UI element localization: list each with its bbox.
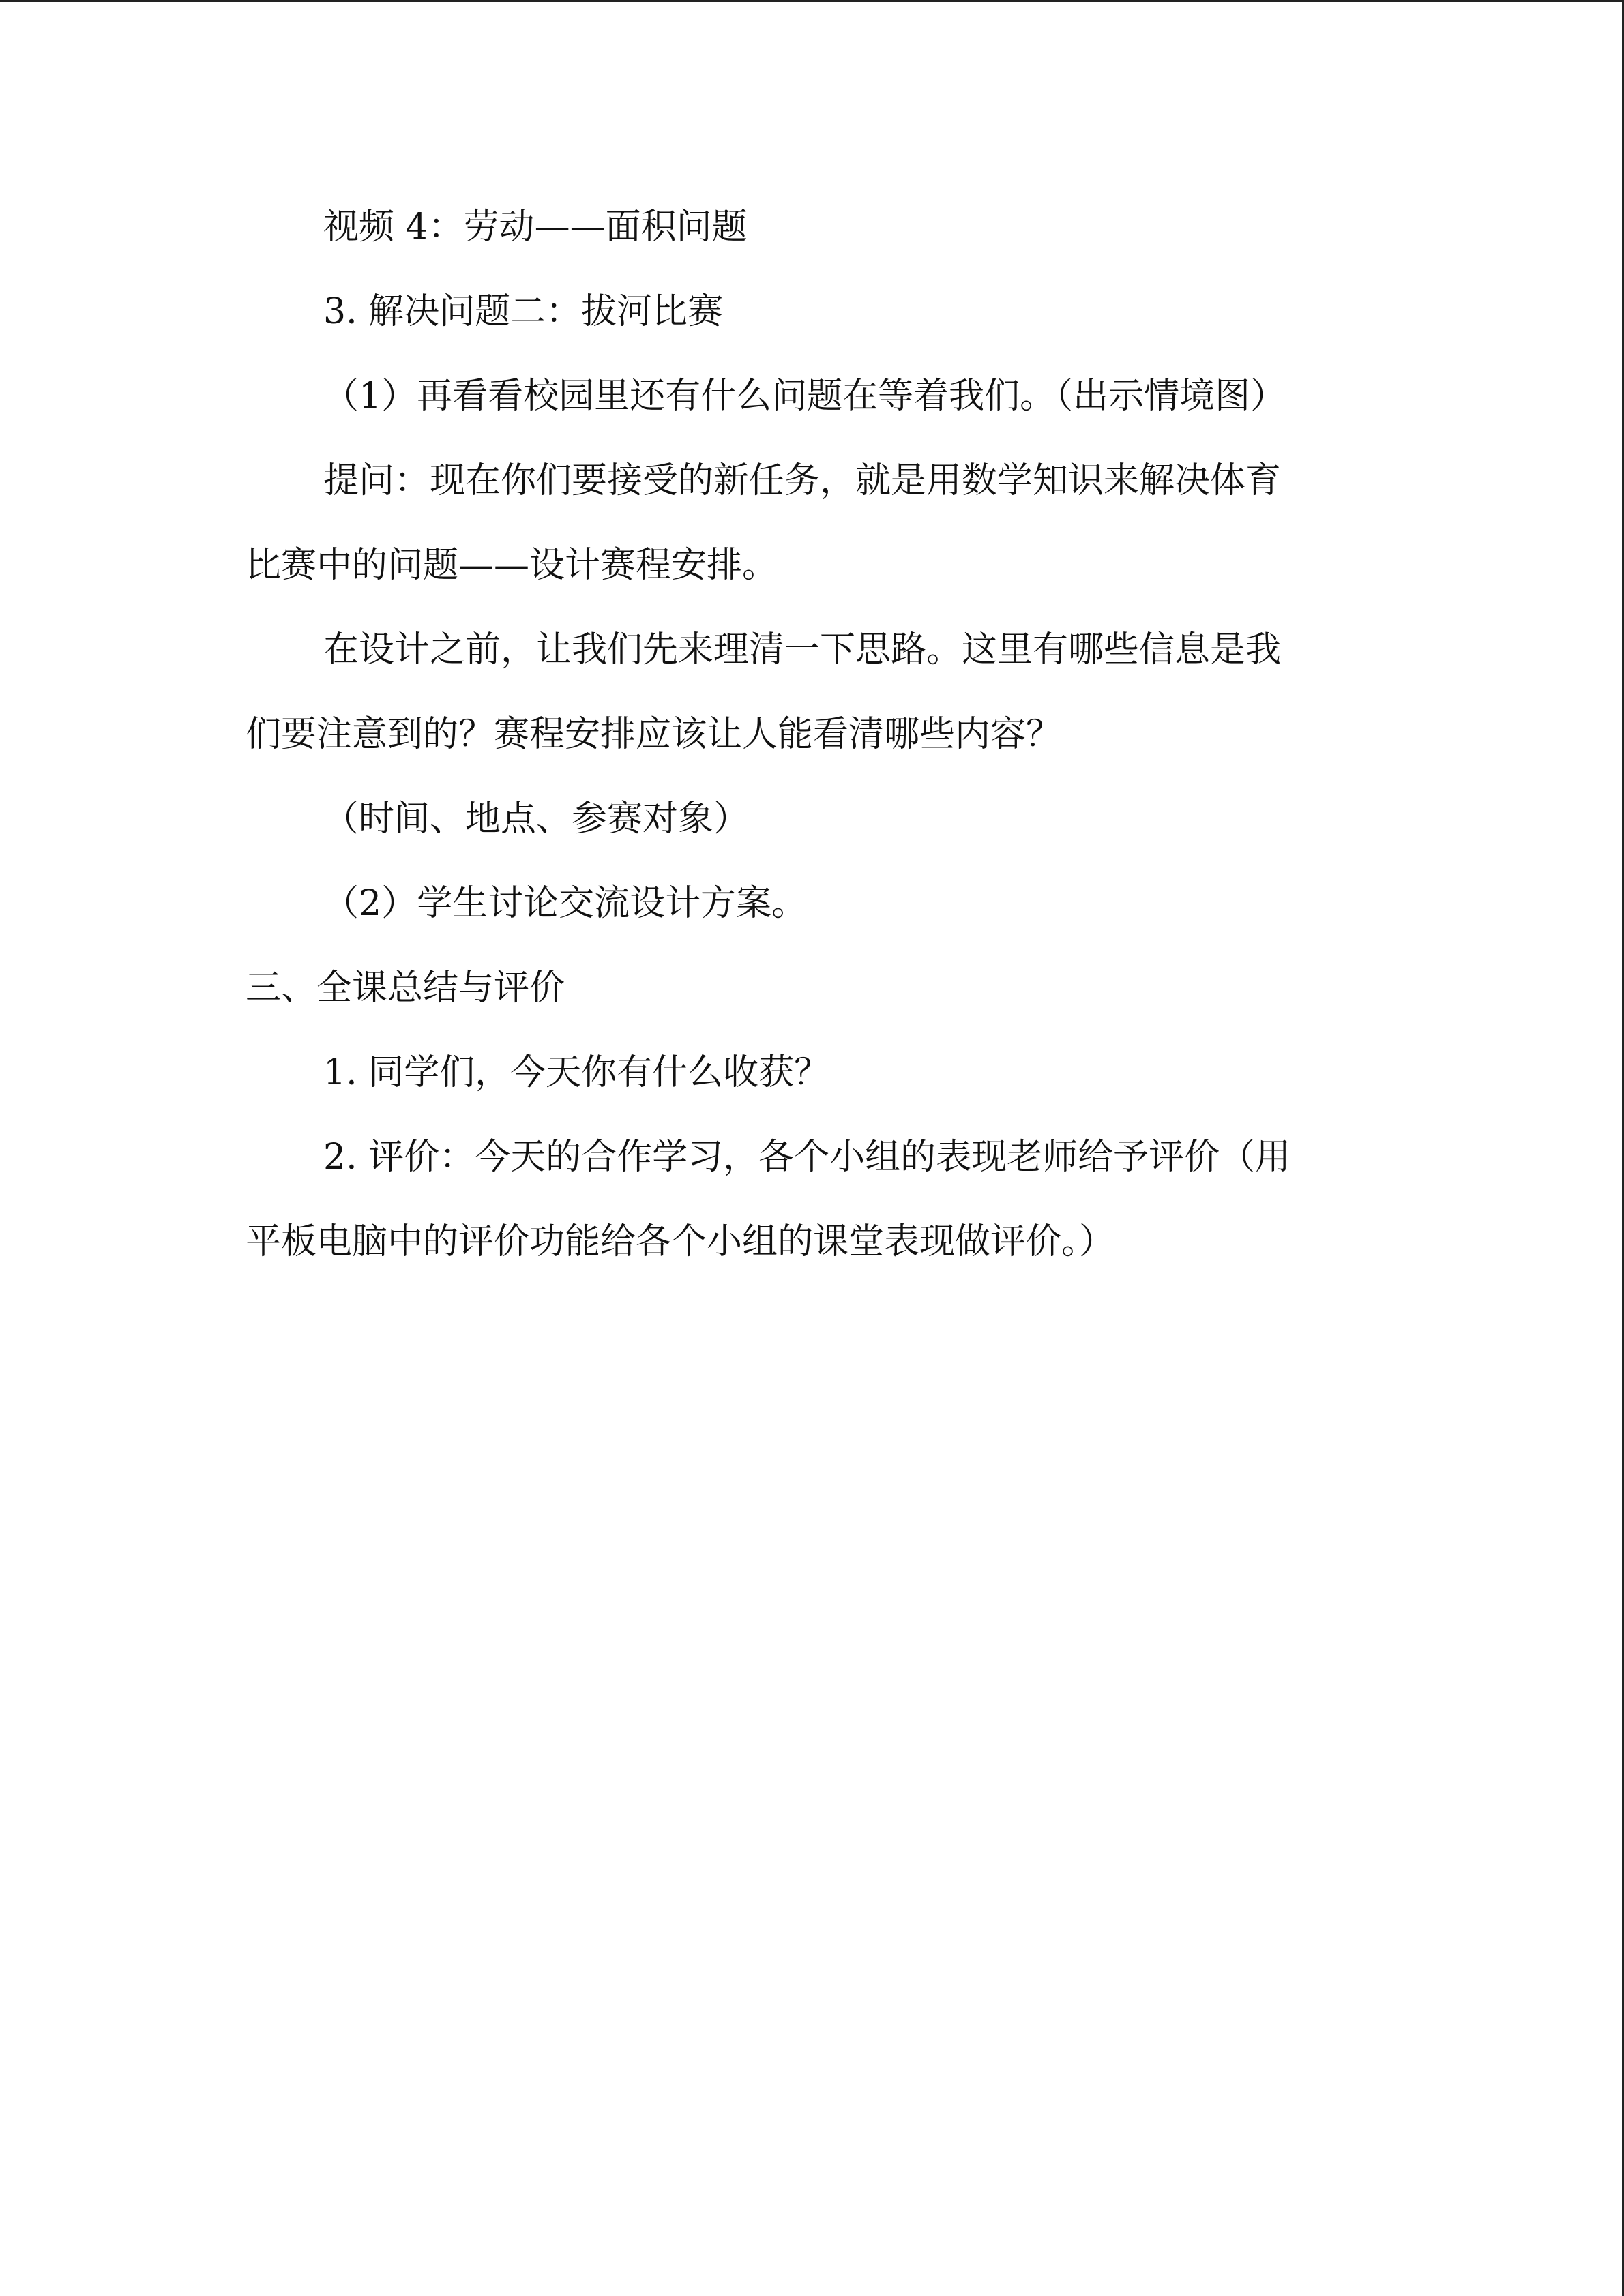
paragraph-design-line-2: 们要注意到的？赛程安排应该让人能看清哪些内容？ [246,714,1062,755]
paragraph-question-line-2: 比赛中的问题——设计赛程安排。 [246,545,778,586]
paragraph-evaluation-line-1: 2. 评价：今天的合作学习，各个小组的表现老师给予评价（用 [323,1137,1291,1178]
paragraph-question-line-1: 提问：现在你们要接受的新任务，就是用数学知识来解决体育 [323,460,1282,501]
paragraph-video-4: 视频 4：劳动——面积问题 [323,207,748,248]
paragraph-step-1: （1）再看看校园里还有什么问题在等着我们。（出示情境图） [323,376,1286,417]
paragraph-answer: （时间、地点、参赛对象） [323,799,750,839]
section-heading-summary: 三、全课总结与评价 [246,968,565,1009]
paragraph-design-line-1: 在设计之前，让我们先来理清一下思路。这里有哪些信息是我 [323,629,1282,670]
paragraph-summary-1: 1. 同学们，今天你有什么收获？ [323,1052,830,1093]
paragraph-problem-2-heading: 3. 解决问题二：拔河比赛 [323,291,724,332]
paragraph-step-2: （2）学生讨论交流设计方案。 [323,883,808,924]
paragraph-evaluation-line-2: 平板电脑中的评价功能给各个小组的课堂表现做评价。） [246,1221,1115,1262]
